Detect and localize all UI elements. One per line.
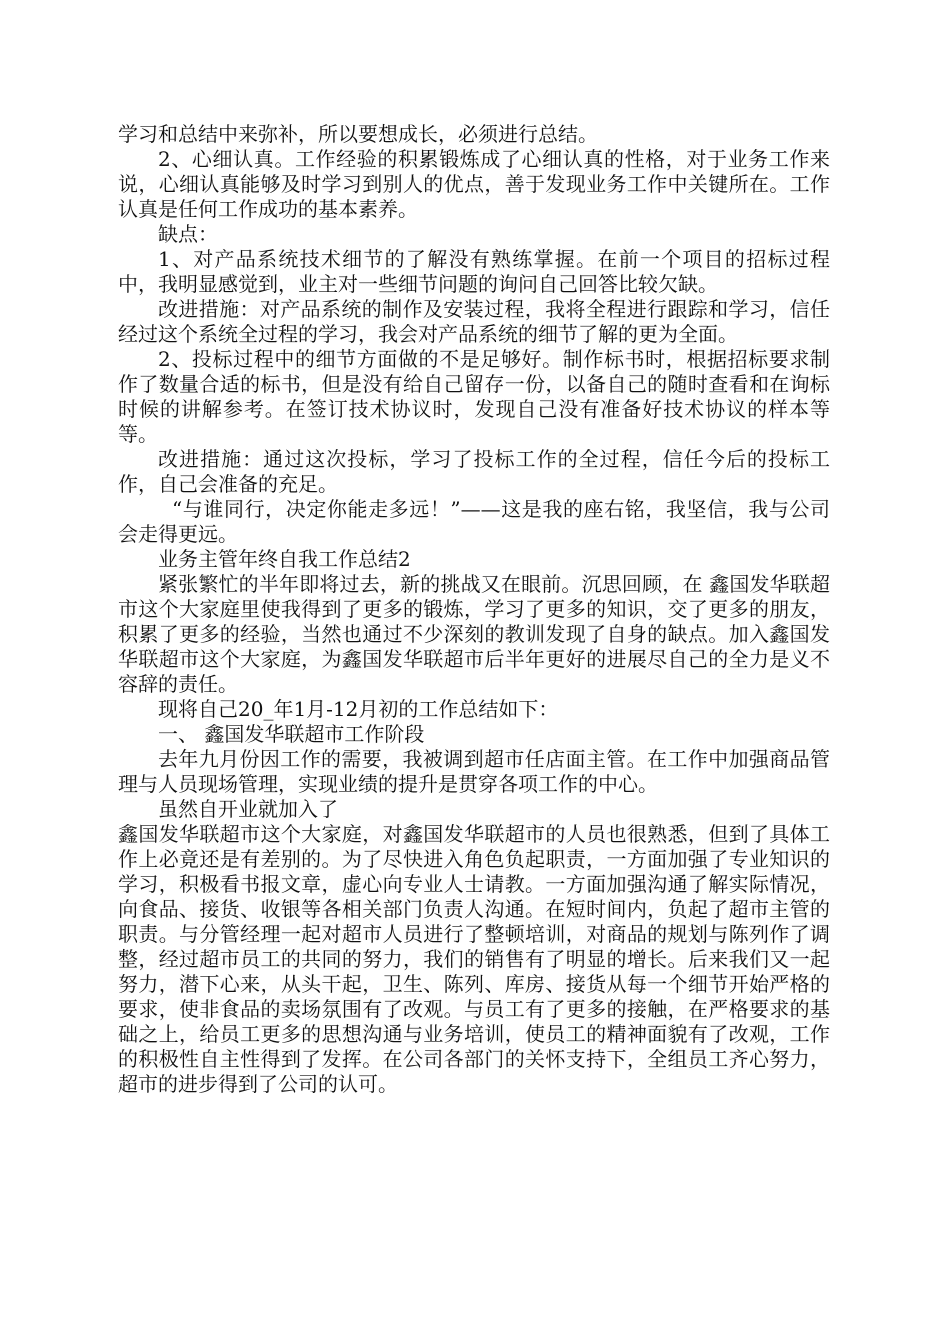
paragraph-7: 改进措施：通过这次投标，学习了投标工作的全过程，信任今后的投标工作，自己会准备的充足。 (118, 447, 830, 496)
paragraph-3: 缺点： (158, 222, 218, 246)
paragraph-4: 1、对产品系统技术细节的了解没有熟练掌握。在前一个项目的招标过程中，我明显感觉到，业主对一些细节问题的询问自己回答比较欠缺。 (118, 247, 830, 296)
paragraph-8: “与谁同行，决定你能走多远！”——这是我的座右铭，我坚信，我与公司会走得更远。 (118, 497, 830, 546)
paragraph-10: 现将自己20_年1月-12月初的工作总结如下： (158, 697, 559, 721)
paragraph-1: 学习和总结中来弥补，所以要想成长，必须进行总结。 (118, 122, 598, 146)
paragraph-6: 2、投标过程中的细节方面做的不是足够好。制作标书时，根据招标要求制作了数量合适的标书，但是没有给自己留存一份，以备自己的随时查看和在询标时候的讲解参考。在签订技术协议时，发现自己没有准备好技术协议的样本等等。 (118, 347, 830, 446)
paragraph-13: 鑫国发华联超市这个大家庭，对鑫国发华联超市的人员也很熟悉，但到了具体工作上必竟还是有差别的。为了尽快进入角色负起职责，一方面加强了专业知识的学习，积极看书报文章，虚心向专业人士请教。一方面加强沟通了解实际情况，向食品、接货、收银等各相关部门负责人沟通。在短时间内，负起了超市主管的职责。与分管经理一起对超市人员进行了整顿培训，对商品的规划与陈列作了调整，经过超市员工的共同的努力，我们的销售有了明显的增长。后来我们又一起努力，潜下心来，从头干起，卫生、陈列、库房、接货从每一个细节开始严格的要求，使非食品的卖场氛围有了改观。与员工有了更多的接触，在严格要求的基础之上，给员工更多的思想沟通与业务培训，使员工的精神面貌有了改观，工作的积极性自主性得到了发挥。在公司各部门的关怀支持下，全组员工齐心努力，超市的进步得到了公司的认可。 (118, 822, 830, 1096)
subsection-heading: 一、 鑫国发华联超市工作阶段 (158, 722, 425, 746)
paragraph-11: 去年九月份因工作的需要，我被调到超市任店面主管。在工作中加强商品管理与人员现场管理，实现业绩的提升是贯穿各项工作的中心。 (118, 747, 830, 796)
paragraph-5: 改进措施：对产品系统的制作及安装过程，我将全程进行跟踪和学习，信任经过这个系统全过程的学习，我会对产品系统的细节了解的更为全面。 (118, 297, 830, 346)
section-heading: 业务主管年终自我工作总结2 (158, 547, 411, 571)
paragraph-2: 2、心细认真。工作经验的积累锻炼成了心细认真的性格，对于业务工作来说，心细认真能够及时学习到别人的优点，善于发现业务工作中关键所在。工作认真是任何工作成功的基本素养。 (118, 147, 830, 221)
paragraph-12: 虽然自开业就加入了 (158, 797, 338, 821)
document-page (118, 122, 830, 1097)
paragraph-9: 紧张繁忙的半年即将过去，新的挑战又在眼前。沉思回顾，在 鑫国发华联超市这个大家庭里使我得到了更多的锻炼，学习了更多的知识，交了更多的朋友，积累了更多的经验，当然也通过不少深刻的教训发现了自身的缺点。加入鑫国发华联超市这个大家庭，为鑫国发华联超市后半年更好的进展尽自己的全力是义不容辞的责任。 (118, 572, 830, 696)
